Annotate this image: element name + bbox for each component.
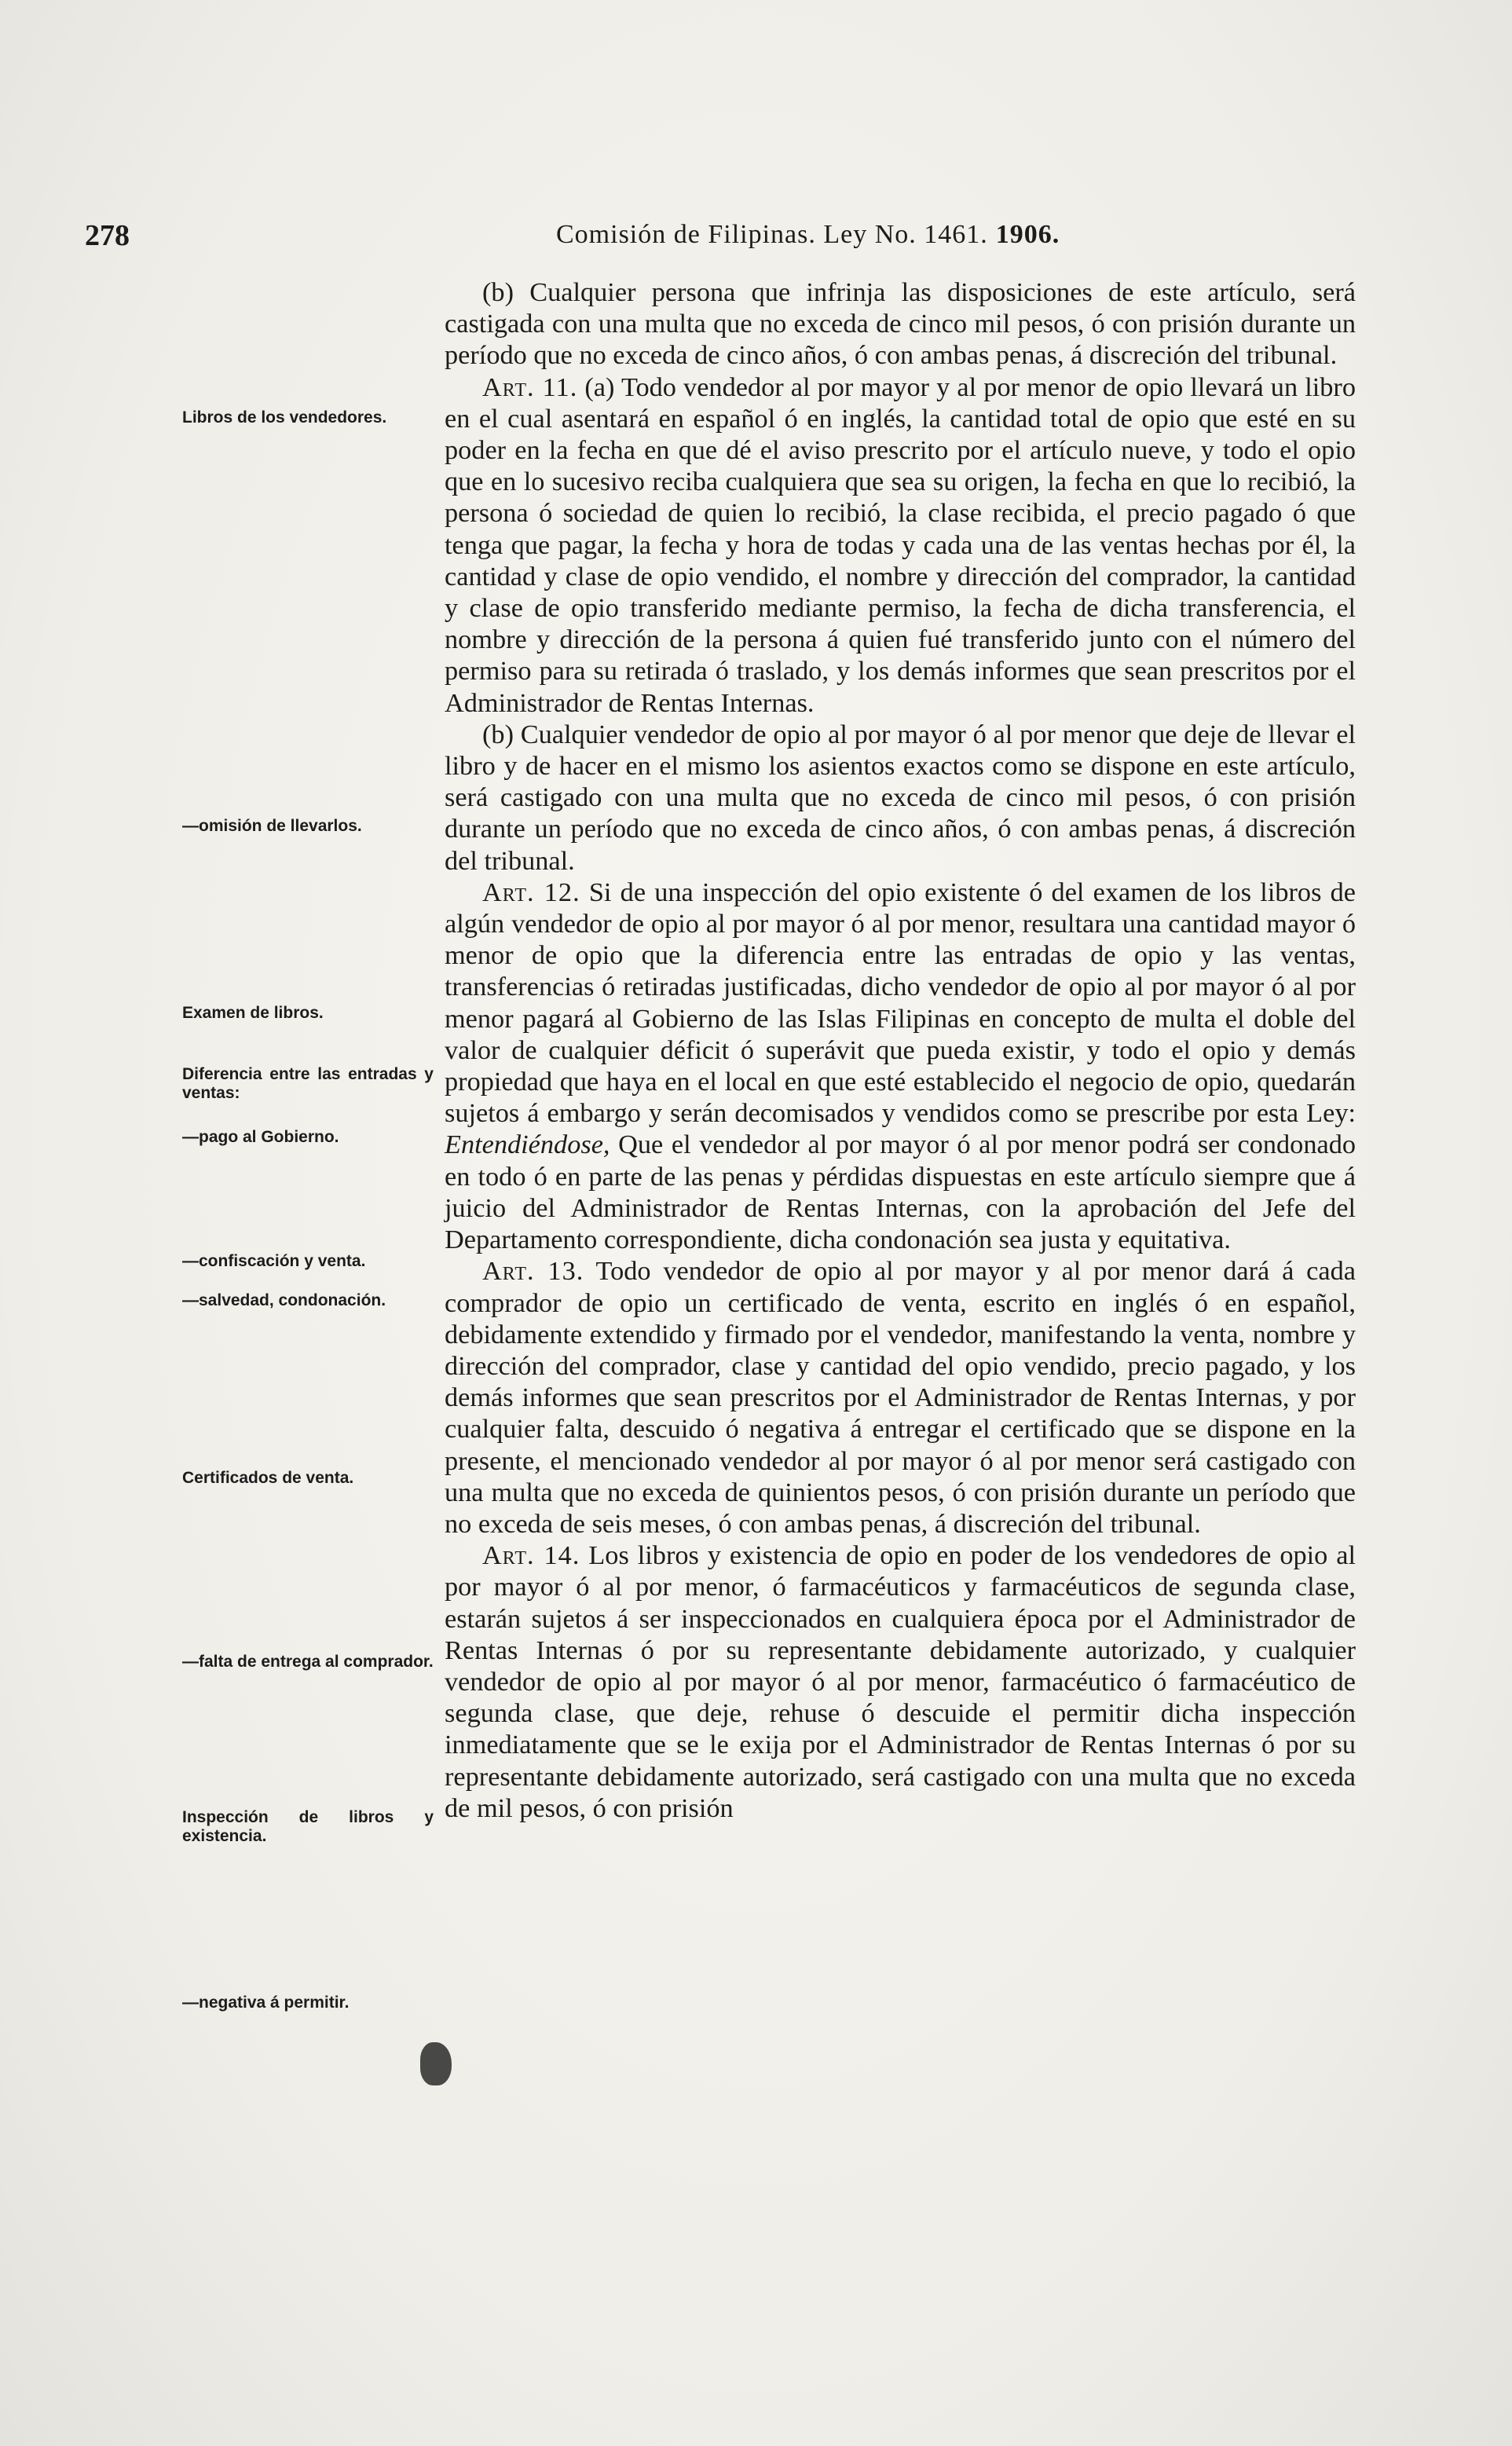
paragraph-penalty-b: (b) Cualquier persona que infrinja las disposiciones de este artículo, será castigada con una multa que no exceda de cinco mil pesos, ó con prisión durante un período que no exceda de cinco años, ó con ambas penas, á discreción del tribunal. [445,277,1356,371]
running-head [556,220,1060,250]
page-header [85,218,1247,258]
paragraph-art-11-b: (b) Cualquier vendedor de opio al por mayor ó al por menor que deje de llevar el libro y de hacer en el mismo los asientos exactos como se dispone en este artículo, será castigado con una multa que no exceda de cinco mil pesos, ó con prisión durante un período que no exceda de cinco años, ó con ambas penas, á discreción del tribunal. [445,719,1356,876]
article-14-label: Art. 14. [482,1540,580,1571]
margin-note-salvedad: —salvedad, condonación. [182,1291,386,1309]
paragraph-art-12 [445,877,1356,1255]
article-11-text: (a) Todo vendedor al por mayor y al por menor de opio llevará un libro en el cual asentará en español ó en inglés, la cantidad total de opio que esté en su poder en la fecha en que dé el aviso prescrito por el artículo nueve, y todo el opio que en lo sucesivo reciba cualquiera que sea su origen, la fecha en que lo recibió, la persona ó sociedad de quien lo recibió, la clase recibida, el precio pagado ó que tenga que pagar, la fecha y hora de todas y cada una de las ventas hechas por él, la cantidad y clase de opio vendido, el nombre y dirección del comprador, la cantidad y clase de opio transferido mediante permiso, la fecha de dicha transferencia, el nombre y dirección de la persona á quien fué transferido junto con el número del permiso para su retirada ó traslado, y los demás informes que sean prescritos por el Administrador de Rentas Internas. [445,372,1356,718]
ink-blotch [420,2042,452,2085]
margin-note-negativa: —negativa á permitir. [182,1994,350,2012]
article-14-text: Los libros y existencia de opio en poder de los vendedores de opio al por mayor ó al por menor, ó farmacéuticos y farmacéuticos de segunda clase, estarán sujetos á ser inspeccionados en cualquiera época por el Administrador de Rentas Internas ó por su representante debidamente autorizado, y cualquier vendedor de opio al por mayor ó al por menor, farmacéutico ó farmacéutico de segunda clase, que deje, rehuse ó descuide el permitir dicha inspección inmediatamente que se le exija por el Administrador de Rentas Internas ó por su representante debidamente autorizado, será castigado con una multa que no exceda de mil pesos, ó con prisión [445,1540,1356,1823]
margin-note-examen: Examen de libros. [182,1004,324,1022]
margin-note-pago: —pago al Gobierno. [182,1128,339,1146]
page-number: 278 [85,219,130,252]
margin-note-diferencia: Diferencia entre las entradas y ventas: [182,1065,434,1102]
article-12-rest: Que el vendedor al por mayor ó al por menor podrá ser condonado en todo ó en parte de las penas y pérdidas dispuestas en este artículo siempre que á juicio del Administrador de Rentas Internas, con la aprobación del Jefe del Departamento correspondiente, dicha condonación sea justa y equitativa. [445,1130,1356,1255]
article-11-label: Art. 11. [482,372,578,402]
paragraph-art-14 [445,1540,1356,1824]
margin-note-falta-entrega: —falta de entrega al comprador. [182,1653,434,1671]
margin-note-omision: —omisión de llevarlos. [182,817,362,835]
running-head-title: Comisión de Filipinas. Ley No. 1461. [556,220,988,249]
article-12-proviso: Entendiéndose, [445,1130,610,1160]
running-head-year: 1906. [995,220,1060,249]
margin-note-libros: Libros de los vendedores. [182,408,387,427]
paragraph-art-13 [445,1255,1356,1540]
article-13-text: Todo vendedor de opio al por mayor y al por menor dará á cada comprador de opio un certificado de venta, escrito en inglés ó en español, debidamente extendido y firmado por el vendedor, manifestando la venta, nombre y dirección del comprador, clase y cantidad del opio vendido, precio pagado, y los demás informes que sean prescritos por el Administrador de Rentas Internas, y por cualquier falta, descuido ó negativa á entregar el certificado que se dispone en la presente, el mencionado vendedor al por mayor ó al por menor será castigado con una multa que no exceda de quinientos pesos, ó con prisión durante un período que no exceda de seis meses, ó con ambas penas, á discreción del tribunal. [445,1256,1356,1539]
margin-note-inspeccion: Inspección de libros y existencia. [182,1808,434,1845]
article-12-text: Si de una inspección del opio existente ó del examen de los libros de algún vendedor de opio al por mayor ó al por menor, resultara una cantidad mayor ó menor de opio que la diferencia entre las entradas de opio y las ventas, transferencias ó retiradas justificadas, dicho vendedor de opio al por mayor ó al por menor pagará al Gobierno de las Islas Filipinas en concepto de multa el doble del valor de cualquier déficit ó superávit que pueda existir, y todo el opio y demás propiedad que haya en el local en que esté establecido el negocio de opio, quedarán sujetos á embargo y serán decomisados y vendidos como se prescribe por esta Ley: [445,877,1356,1129]
body-text [445,276,1356,1824]
paragraph-art-11 [445,372,1356,719]
margin-note-confiscacion: —confiscación y venta. [182,1252,366,1270]
article-13-label: Art. 13. [482,1256,584,1287]
article-12-label: Art. 12. [482,877,580,907]
margin-note-certificados: Certificados de venta. [182,1469,354,1487]
